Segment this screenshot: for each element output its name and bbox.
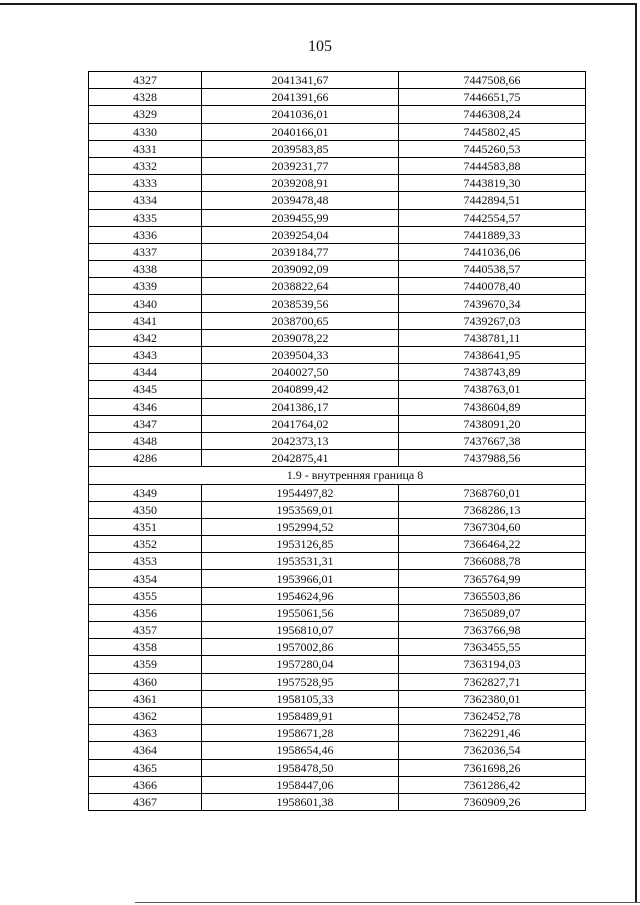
table-row [89, 673, 586, 690]
table-row [89, 192, 586, 209]
x-coordinate-cell: 1957002,86 [202, 639, 399, 656]
point-number-cell: 4345 [89, 381, 202, 398]
point-number-cell: 4362 [89, 707, 202, 724]
x-coordinate-cell: 2038822,64 [202, 278, 399, 295]
x-coordinate-cell: 2039078,22 [202, 329, 399, 346]
y-coordinate-cell: 7438641,95 [399, 347, 586, 364]
y-coordinate-cell: 7437667,38 [399, 432, 586, 449]
y-coordinate-cell: 7438604,89 [399, 398, 586, 415]
y-coordinate-cell: 7440078,40 [399, 278, 586, 295]
x-coordinate-cell: 1953531,31 [202, 553, 399, 570]
x-coordinate-cell: 1958601,38 [202, 793, 399, 810]
x-coordinate-cell: 2039583,85 [202, 140, 399, 157]
y-coordinate-cell: 7362827,71 [399, 673, 586, 690]
x-coordinate-cell: 2039254,04 [202, 226, 399, 243]
point-number-cell: 4358 [89, 639, 202, 656]
table-row [89, 484, 586, 501]
table-row [89, 793, 586, 810]
y-coordinate-cell: 7366464,22 [399, 536, 586, 553]
table-row [89, 707, 586, 724]
table-row [89, 415, 586, 432]
table-row [89, 278, 586, 295]
x-coordinate-cell: 1958654,46 [202, 742, 399, 759]
x-coordinate-cell: 1958105,33 [202, 690, 399, 707]
table-row [89, 432, 586, 449]
section-heading-group [89, 467, 586, 484]
table-row [89, 295, 586, 312]
point-number-cell: 4330 [89, 123, 202, 140]
x-coordinate-cell: 2041341,67 [202, 72, 399, 89]
y-coordinate-cell: 7439267,03 [399, 312, 586, 329]
coordinates-table [88, 71, 586, 811]
x-coordinate-cell: 2039208,91 [202, 175, 399, 192]
table-row [89, 364, 586, 381]
table-row [89, 72, 586, 89]
point-number-cell: 4355 [89, 587, 202, 604]
table-row [89, 398, 586, 415]
point-number-cell: 4365 [89, 759, 202, 776]
table-row [89, 209, 586, 226]
point-number-cell: 4331 [89, 140, 202, 157]
y-coordinate-cell: 7367304,60 [399, 518, 586, 535]
table-row [89, 639, 586, 656]
x-coordinate-cell: 1956810,07 [202, 622, 399, 639]
x-coordinate-cell: 2038700,65 [202, 312, 399, 329]
y-coordinate-cell: 7361698,26 [399, 759, 586, 776]
table-row [89, 604, 586, 621]
y-coordinate-cell: 7362380,01 [399, 690, 586, 707]
point-number-cell: 4347 [89, 415, 202, 432]
x-coordinate-cell: 2041391,66 [202, 89, 399, 106]
table-row [89, 742, 586, 759]
point-number-cell: 4343 [89, 347, 202, 364]
y-coordinate-cell: 7447508,66 [399, 72, 586, 89]
scan-border-right [635, 3, 637, 902]
table-row [89, 656, 586, 673]
y-coordinate-cell: 7441889,33 [399, 226, 586, 243]
point-number-cell: 4342 [89, 329, 202, 346]
y-coordinate-cell: 7368760,01 [399, 484, 586, 501]
table-row [89, 140, 586, 157]
point-number-cell: 4337 [89, 243, 202, 260]
x-coordinate-cell: 1952994,52 [202, 518, 399, 535]
table-row [89, 89, 586, 106]
table-row [89, 175, 586, 192]
y-coordinate-cell: 7438743,89 [399, 364, 586, 381]
point-number-cell: 4341 [89, 312, 202, 329]
table-row [89, 106, 586, 123]
y-coordinate-cell: 7446651,75 [399, 89, 586, 106]
point-number-cell: 4357 [89, 622, 202, 639]
point-number-cell: 4335 [89, 209, 202, 226]
point-number-cell: 4329 [89, 106, 202, 123]
x-coordinate-cell: 2042373,13 [202, 432, 399, 449]
y-coordinate-cell: 7440538,57 [399, 261, 586, 278]
point-number-cell: 4352 [89, 536, 202, 553]
x-coordinate-cell: 2039455,99 [202, 209, 399, 226]
table-row [89, 381, 586, 398]
y-coordinate-cell: 7363455,55 [399, 639, 586, 656]
x-coordinate-cell: 1958447,06 [202, 776, 399, 793]
x-coordinate-cell: 2039092,09 [202, 261, 399, 278]
table-row [89, 587, 586, 604]
y-coordinate-cell: 7365089,07 [399, 604, 586, 621]
y-coordinate-cell: 7438781,11 [399, 329, 586, 346]
y-coordinate-cell: 7438763,01 [399, 381, 586, 398]
y-coordinate-cell: 7437988,56 [399, 450, 586, 467]
point-number-cell: 4338 [89, 261, 202, 278]
y-coordinate-cell: 7368286,13 [399, 501, 586, 518]
coordinates-group-1 [89, 72, 586, 467]
table-row [89, 243, 586, 260]
y-coordinate-cell: 7361286,42 [399, 776, 586, 793]
y-coordinate-cell: 7442554,57 [399, 209, 586, 226]
scan-border-bottom [135, 902, 640, 903]
y-coordinate-cell: 7445802,45 [399, 123, 586, 140]
table-row [89, 123, 586, 140]
table-row [89, 759, 586, 776]
y-coordinate-cell: 7362036,54 [399, 742, 586, 759]
point-number-cell: 4344 [89, 364, 202, 381]
table-row [89, 501, 586, 518]
table-row [89, 518, 586, 535]
x-coordinate-cell: 2041386,17 [202, 398, 399, 415]
point-number-cell: 4328 [89, 89, 202, 106]
point-number-cell: 4339 [89, 278, 202, 295]
section-heading: 1.9 - внутренняя граница 8 [89, 467, 586, 484]
y-coordinate-cell: 7366088,78 [399, 553, 586, 570]
point-number-cell: 4364 [89, 742, 202, 759]
point-number-cell: 4327 [89, 72, 202, 89]
x-coordinate-cell: 1958671,28 [202, 725, 399, 742]
table-row [89, 450, 586, 467]
table-row [89, 157, 586, 174]
y-coordinate-cell: 7445260,53 [399, 140, 586, 157]
coordinates-group-2 [89, 484, 586, 811]
y-coordinate-cell: 7360909,26 [399, 793, 586, 810]
x-coordinate-cell: 1953569,01 [202, 501, 399, 518]
x-coordinate-cell: 2039504,33 [202, 347, 399, 364]
point-number-cell: 4346 [89, 398, 202, 415]
x-coordinate-cell: 1953126,85 [202, 536, 399, 553]
point-number-cell: 4334 [89, 192, 202, 209]
x-coordinate-cell: 1958489,91 [202, 707, 399, 724]
x-coordinate-cell: 2040899,42 [202, 381, 399, 398]
y-coordinate-cell: 7362452,78 [399, 707, 586, 724]
y-coordinate-cell: 7365764,99 [399, 570, 586, 587]
x-coordinate-cell: 2041764,02 [202, 415, 399, 432]
scan-border-top [0, 3, 637, 5]
x-coordinate-cell: 1957280,04 [202, 656, 399, 673]
table-row [89, 226, 586, 243]
x-coordinate-cell: 2041036,01 [202, 106, 399, 123]
table-row [89, 725, 586, 742]
y-coordinate-cell: 7363766,98 [399, 622, 586, 639]
point-number-cell: 4359 [89, 656, 202, 673]
point-number-cell: 4348 [89, 432, 202, 449]
x-coordinate-cell: 2039478,48 [202, 192, 399, 209]
x-coordinate-cell: 2039184,77 [202, 243, 399, 260]
table-row [89, 570, 586, 587]
table-row [89, 553, 586, 570]
point-number-cell: 4351 [89, 518, 202, 535]
y-coordinate-cell: 7362291,46 [399, 725, 586, 742]
x-coordinate-cell: 2039231,77 [202, 157, 399, 174]
x-coordinate-cell: 1955061,56 [202, 604, 399, 621]
y-coordinate-cell: 7439670,34 [399, 295, 586, 312]
x-coordinate-cell: 2042875,41 [202, 450, 399, 467]
x-coordinate-cell: 1958478,50 [202, 759, 399, 776]
x-coordinate-cell: 2040166,01 [202, 123, 399, 140]
point-number-cell: 4353 [89, 553, 202, 570]
table-row [89, 690, 586, 707]
point-number-cell: 4360 [89, 673, 202, 690]
table-row [89, 622, 586, 639]
point-number-cell: 4332 [89, 157, 202, 174]
point-number-cell: 4363 [89, 725, 202, 742]
y-coordinate-cell: 7363194,03 [399, 656, 586, 673]
y-coordinate-cell: 7441036,06 [399, 243, 586, 260]
x-coordinate-cell: 1954624,96 [202, 587, 399, 604]
point-number-cell: 4354 [89, 570, 202, 587]
y-coordinate-cell: 7438091,20 [399, 415, 586, 432]
table-row [89, 312, 586, 329]
x-coordinate-cell: 1957528,95 [202, 673, 399, 690]
x-coordinate-cell: 1953966,01 [202, 570, 399, 587]
y-coordinate-cell: 7446308,24 [399, 106, 586, 123]
point-number-cell: 4361 [89, 690, 202, 707]
point-number-cell: 4356 [89, 604, 202, 621]
y-coordinate-cell: 7365503,86 [399, 587, 586, 604]
x-coordinate-cell: 2040027,50 [202, 364, 399, 381]
table-row [89, 536, 586, 553]
point-number-cell: 4367 [89, 793, 202, 810]
point-number-cell: 4350 [89, 501, 202, 518]
x-coordinate-cell: 1954497,82 [202, 484, 399, 501]
point-number-cell: 4349 [89, 484, 202, 501]
table-row [89, 776, 586, 793]
point-number-cell: 4336 [89, 226, 202, 243]
x-coordinate-cell: 2038539,56 [202, 295, 399, 312]
point-number-cell: 4340 [89, 295, 202, 312]
point-number-cell: 4366 [89, 776, 202, 793]
table-row [89, 347, 586, 364]
table-row [89, 261, 586, 278]
point-number-cell: 4333 [89, 175, 202, 192]
point-number-cell: 4286 [89, 450, 202, 467]
y-coordinate-cell: 7442894,51 [399, 192, 586, 209]
section-heading-row [89, 467, 586, 484]
page-number: 105 [308, 38, 332, 55]
table-row [89, 329, 586, 346]
y-coordinate-cell: 7443819,30 [399, 175, 586, 192]
y-coordinate-cell: 7444583,88 [399, 157, 586, 174]
